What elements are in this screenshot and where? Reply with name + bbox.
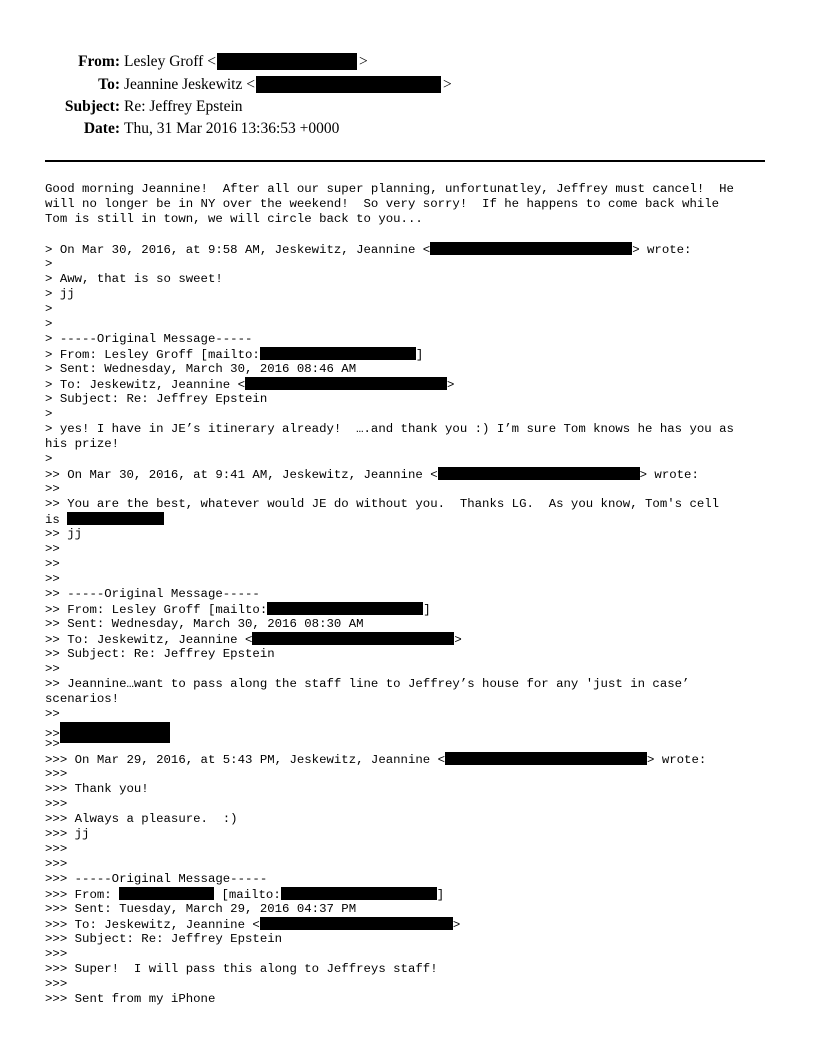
redaction-block <box>430 242 632 255</box>
body-line: >>> jj <box>45 827 90 841</box>
body-line: >>> <box>45 947 68 961</box>
body-line: >>> Sent from my iPhone <box>45 992 216 1006</box>
redaction-block <box>260 917 453 930</box>
body-line <box>45 227 785 242</box>
from-row <box>0 51 816 73</box>
date-row <box>0 118 816 140</box>
body-line: > <box>45 317 53 331</box>
redaction-block <box>256 76 441 93</box>
body-line: >>> <box>45 842 68 856</box>
from-value: Lesley Groff < <box>124 53 216 70</box>
subject-label: Subject: <box>64 98 120 115</box>
body-line: >>> <box>45 767 68 781</box>
quote-from-line: > From: Lesley Groff [mailto: ] <box>45 348 424 362</box>
body-line: > yes! I have in JE’s itinerary already! ….and thank you :) I’m sure Tom knows he has you as <box>45 422 734 436</box>
header-divider <box>45 160 765 162</box>
redaction-block <box>252 632 454 645</box>
redaction-block <box>67 512 164 525</box>
quote-header-line: >> On Mar 30, 2016, at 9:41 AM, Jeskewitz, Jeannine < > wrote: <box>45 468 699 482</box>
quote-from-line: >> From: Lesley Groff [mailto: ] <box>45 603 431 617</box>
body-line: >> <box>45 557 60 571</box>
redaction-block <box>267 602 423 615</box>
quote-to-line: >> To: Jeskewitz, Jeannine < > <box>45 633 462 647</box>
to-row <box>0 74 816 96</box>
redaction-block <box>281 887 437 900</box>
message-body <box>45 182 785 1007</box>
body-line: scenarios! <box>45 692 120 706</box>
body-line: > <box>45 452 53 466</box>
body-line: >>> Subject: Re: Jeffrey Epstein <box>45 932 283 946</box>
body-line: >>> Thank you! <box>45 782 149 796</box>
redaction-block <box>245 377 447 390</box>
body-line: >> <box>45 722 785 737</box>
date-label: Date: <box>83 120 120 137</box>
quote-header-line: > On Mar 30, 2016, at 9:58 AM, Jeskewitz, Jeannine < > wrote: <box>45 243 692 257</box>
quote-to-line: >>> To: Jeskewitz, Jeannine < > <box>45 918 461 932</box>
body-line: >> <box>45 482 60 496</box>
to-value-end: > <box>442 76 452 93</box>
body-line: > <box>45 407 53 421</box>
redaction-block <box>60 722 170 743</box>
quote-header-line: >>> On Mar 29, 2016, at 5:43 PM, Jeskewitz, Jeannine < > wrote: <box>45 753 707 767</box>
body-line: will no longer be in NY over the weekend! So very sorry! If he happens to come back while <box>45 197 720 211</box>
body-line: >>> Sent: Tuesday, March 29, 2016 04:37 PM <box>45 902 357 916</box>
body-line: >> <box>45 737 60 751</box>
to-value: Jeannine Jeskewitz < <box>124 76 255 93</box>
body-line: >>> -----Original Message----- <box>45 872 268 886</box>
body-line: >> You are the best, whatever would JE do without you. Thanks LG. As you know, Tom's cell <box>45 497 720 511</box>
redaction-block <box>260 347 416 360</box>
body-line: >> <box>45 662 60 676</box>
quote-from-line: >>> From: [mailto: ] <box>45 888 445 902</box>
body-line: >>> <box>45 797 68 811</box>
to-label: To: <box>98 76 120 93</box>
body-line: >> <box>45 572 60 586</box>
body-line: >>> Super! I will pass this along to Jeffreys staff! <box>45 962 438 976</box>
body-line: Tom is still in town, we will circle back to you... <box>45 212 423 226</box>
date-value: Thu, 31 Mar 2016 13:36:53 +0000 <box>124 120 340 137</box>
body-line: > jj <box>45 287 75 301</box>
body-line: his prize! <box>45 437 120 451</box>
body-line: Good morning Jeannine! After all our super planning, unfortunatley, Jeffrey must cancel! He <box>45 182 734 196</box>
body-line: >>> <box>45 977 68 991</box>
body-line: > Sent: Wednesday, March 30, 2016 08:46 AM <box>45 362 357 376</box>
body-line: >> <box>45 542 60 556</box>
body-line: is <box>45 512 785 527</box>
body-line: >> Subject: Re: Jeffrey Epstein <box>45 647 275 661</box>
redaction-block <box>119 887 214 900</box>
quote-to-line: > To: Jeskewitz, Jeannine < > <box>45 378 455 392</box>
body-line: >> jj <box>45 527 83 541</box>
body-line: >> -----Original Message----- <box>45 587 260 601</box>
body-line: > Aww, that is so sweet! <box>45 272 223 286</box>
redaction-block <box>217 53 357 70</box>
body-line: > -----Original Message----- <box>45 332 253 346</box>
body-line: >> Jeannine…want to pass along the staff line to Jeffrey’s house for any 'just in case’ <box>45 677 690 691</box>
body-line: >>> Always a pleasure. :) <box>45 812 238 826</box>
body-line: > Subject: Re: Jeffrey Epstein <box>45 392 268 406</box>
body-line: > <box>45 257 53 271</box>
subject-value: Re: Jeffrey Epstein <box>124 98 243 115</box>
body-line: > <box>45 302 53 316</box>
body-line: >> <box>45 707 60 721</box>
from-value-end: > <box>358 53 368 70</box>
redaction-block <box>438 467 640 480</box>
body-line: >>> <box>45 857 68 871</box>
redaction-block <box>445 752 647 765</box>
from-label: From: <box>78 53 120 70</box>
body-line: >> Sent: Wednesday, March 30, 2016 08:30 AM <box>45 617 364 631</box>
subject-row <box>0 96 816 118</box>
